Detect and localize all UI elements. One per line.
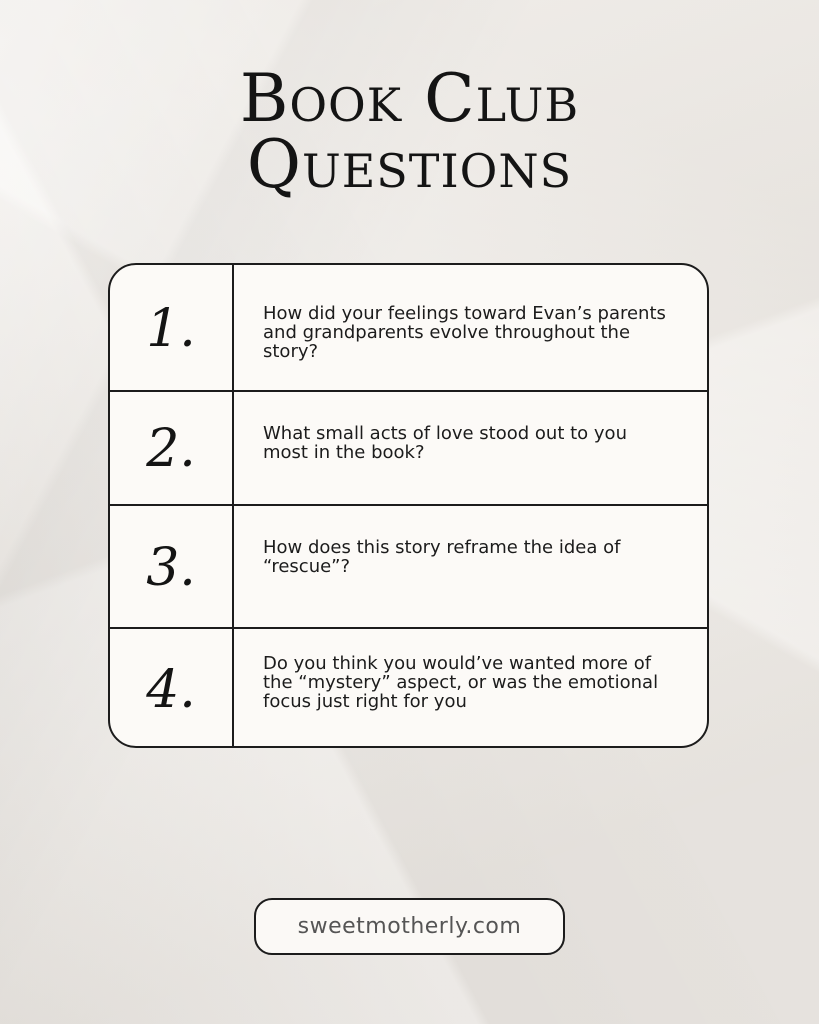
- question-text: What small acts of love stood out to you most in the book?: [263, 423, 627, 463]
- question-text: Do you think you would’ve wanted more of the “mystery” aspect, or was the emotional focus just right for you: [263, 653, 659, 712]
- website-link[interactable]: sweetmotherly.com: [254, 898, 565, 955]
- question-number: 2.: [110, 392, 234, 506]
- question-text: How does this story reframe the idea of “rescue”?: [263, 537, 621, 577]
- question-row-3: [110, 504, 707, 629]
- question-row-2: [110, 390, 707, 506]
- question-number: 1.: [110, 265, 234, 392]
- title-line-1: Book Club: [239, 60, 580, 137]
- question-number: 3.: [110, 506, 234, 629]
- question-text: How did your feelings toward Evan’s parents and grandparents evolve throughout the story?: [263, 303, 666, 362]
- page-title: [0, 60, 819, 203]
- question-row-1: [110, 265, 707, 392]
- question-row-4: [110, 627, 707, 748]
- title-line-2: Questions: [246, 126, 573, 203]
- question-number: 4.: [110, 629, 234, 748]
- questions-table: [108, 263, 709, 748]
